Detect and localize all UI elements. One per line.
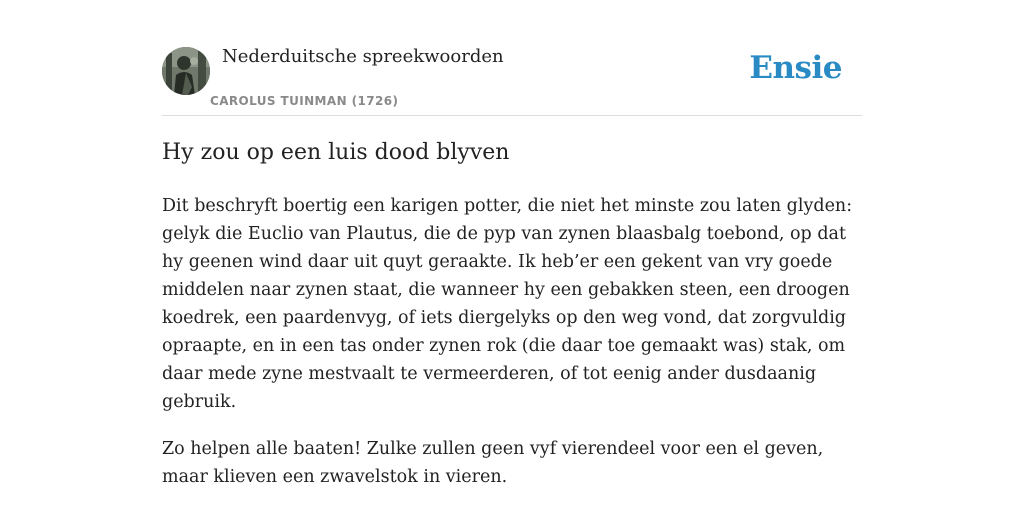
book-header bbox=[162, 40, 862, 116]
entry-body bbox=[162, 192, 862, 510]
ensie-logo-link[interactable]: Ensie bbox=[749, 50, 842, 86]
entry-paragraph: Dit beschryft boertig een karigen potter, die niet het minste zou laten glyden: gelyk die Euclio van Plautus, die de pyp van zynen blaasbalg toebond, op dat hy geenen wind daar uit quyt geraakte. Ik heb’er een gekent van vry goede middelen naar zynen staat, die wanneer hy een gebakken steen, een droogen koedrek, een paardenvyg, of iets diergelyks op den weg vond, dat zorgvuldig opraapte, en in een tas onder zynen rok (die daar toe gemaakt was) stak, om daar mede zyne mestvaalt te vermeerderen, of tot eenig ander dusdaanig gebruik. bbox=[162, 196, 853, 412]
author-name[interactable]: CAROLUS TUINMAN (1726) bbox=[210, 94, 399, 108]
author-portrait-icon bbox=[162, 47, 210, 95]
author-avatar[interactable] bbox=[162, 47, 210, 95]
entry-paragraph: Zo helpen alle baaten! Zulke zullen geen vyf vierendeel voor een el geven, maar klieven een zwavelstok in vieren. bbox=[162, 439, 824, 487]
entry-title: Hy zou op een luis dood blyven bbox=[162, 140, 510, 165]
book-title[interactable]: Nederduitsche spreekwoorden bbox=[222, 46, 504, 67]
